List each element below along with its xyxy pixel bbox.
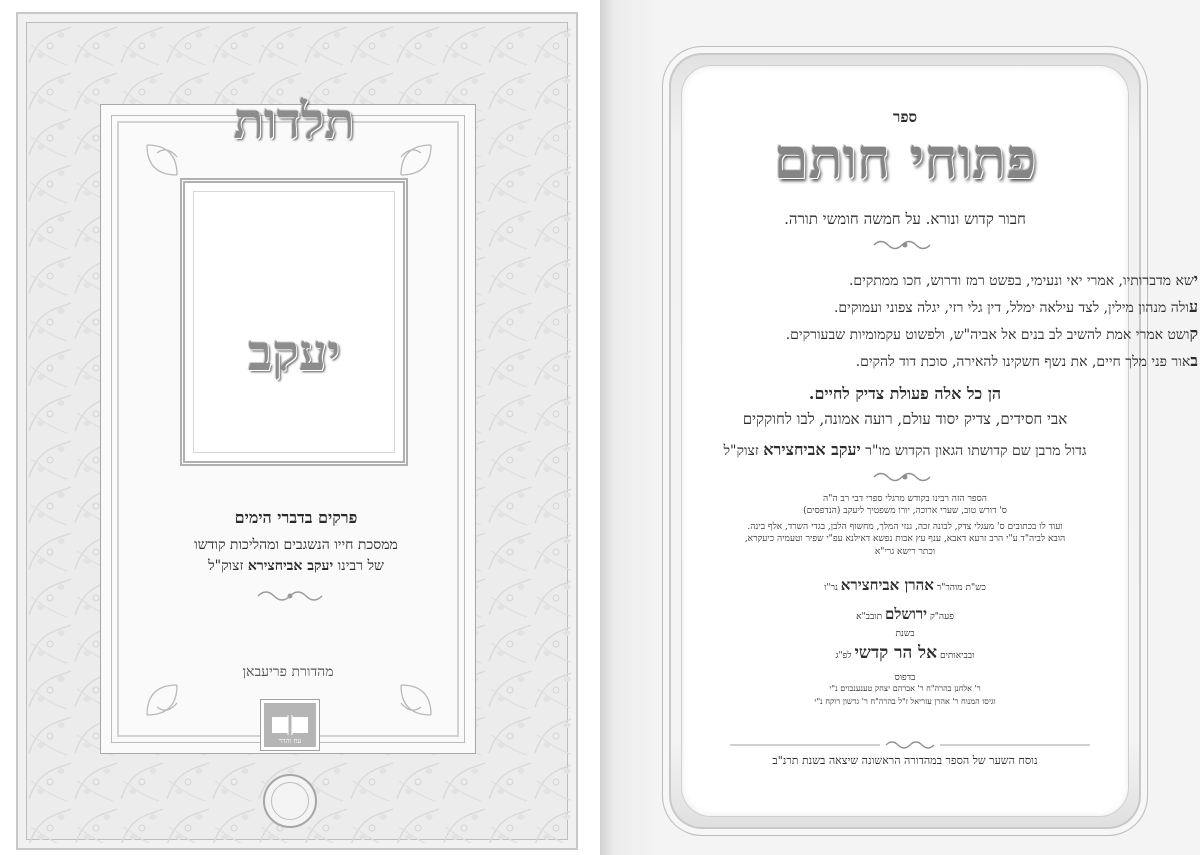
publisher-suffix: נר"ו [824,583,838,593]
publisher-logo [261,700,319,750]
book-title: פתוחי חותם [773,126,1037,192]
praise-line: אבי חסידים, צדיק יסוד עולם, רועה אמונה, לבו לחוקקים [742,410,1068,428]
rhyme-initial: ק [1189,324,1198,343]
open-book-icon [264,707,316,739]
flourish-divider-icon [256,588,324,604]
small-text-line-1: הספר הזה רבינו בקודש מרגלי ספרי דבי רב ה"ה [823,494,987,504]
author-line [656,440,1154,460]
city-prefix: פעה"ק [929,612,954,622]
print-label: בדפוס [894,673,916,683]
publisher-name: אהרן אביחצירא [840,576,934,594]
footer-note: נוסח השער של הספר במהדורה הראשונה שיצאה בשנת תרנ"ב [772,754,1038,767]
publisher-line [662,576,1148,595]
rhyme-text: ולה מנהון מילין, לצד עילאה ימלל, דין גלי רזי, יגלה צפוני ועמוקים. [833,300,1189,316]
cover-edition-label: מהדורת פריעבאן [242,664,334,680]
publisher-seal-icon [263,774,317,828]
city-suffix: תובב"א [856,612,883,622]
printer-line-1: ר' אלחנן בהרה"ח ר' אברהם יצחק טענענבוים נ"י [829,684,981,693]
flourish-divider-icon [872,470,938,484]
rhyme-line-2 [682,297,1198,317]
rhyme-line-4 [682,351,1198,371]
cover-rabbi-suffix: זצוק"ל [208,558,244,574]
author-name: יעקב אביחצירא [763,440,861,459]
small-text-line-2: ס' דורש טוב, שערי ארוכה, יורו משפטיך ליעקב (הנדפסים) [803,506,1007,516]
footer-divider-icon [730,738,1090,752]
publisher-logo-text: עוז והדר [278,737,302,745]
right-title-page [600,0,1200,855]
book-subtitle: חבור קדוש ונורא. על חמשה חומשי תורה. [784,210,1026,228]
rhyme-line-3 [682,324,1198,344]
title-box-border [193,191,395,453]
cover-rabbi-prefix: של רבינו [337,558,384,574]
rhyme-line-1 [682,270,1198,290]
city-name: ירושלם [884,605,928,623]
year-suffix: לפ"ג [835,651,852,661]
lead-line: הן כל אלה פעולת צדיק לחיים. [808,384,1002,403]
rhyme-text: שא מדברותיו, אמרי יאי ונעימי, בפשט רמז ודרוש, חכו ממתקים. [848,273,1194,289]
rhyme-initial: ע [1188,297,1198,316]
sefer-label: ספר [892,108,918,126]
cover-title-line-1: תלדות [233,91,355,150]
year-prefix: ובביאותים [939,651,975,661]
cover-description-line-2 [118,558,474,575]
seal-inner-ring [271,782,309,820]
cover-rabbi-name: יעקב אביחצירא [247,558,334,574]
rhyme-initial: ב [1190,351,1198,370]
rhyme-text: ושט אמרי אמת להשיב לב בנים אל אביה"ש, ולפשוט עקמומיות שבעורקים. [785,327,1190,343]
rhyme-text: אור פני מלך חיים, את נשף חשקינו להאירה, סוכת דוד להקים. [855,354,1191,370]
author-suffix: זצוק"ל [723,443,759,459]
cover-title-line-2: יעקב [247,323,341,382]
publisher-prefix: כש"ת מוהר"ר [936,583,986,593]
cover-subtitle: פרקים בדברי הימים [234,508,358,527]
printer-line-2: וגיסו המנוח ר' אהרן עזריאל ז"ל בהרה"ח ר' גרשון רוקח נ"י [814,697,996,706]
author-prefix: גדול מרבן שם קדושתו הגאון הקדוש מו"ר [865,443,1087,459]
flourish-divider-icon [872,238,938,252]
year-line [662,643,1148,663]
cover-description-line-1: ממסכת חייו הנשגבים ומהליכות קודשו [194,537,398,553]
year-label: בשנת [895,629,915,639]
small-text-line-5: וכתר רישא גרי"א [874,547,936,557]
city-line [662,605,1148,624]
rhyme-initial: י [1193,270,1198,289]
year-words: אל הר קדשי [854,643,938,663]
small-text-line-3: ועוד לו בכתובים ס' מעגלי צדק, לבונה זכה, גנזי המלך, מחשוף הלבן, בגדי השרד, אלף בינה. [747,522,1063,532]
small-text-line-4: הובא לביה"ד ע"י הרב זרעא דאבא, ענף עץ אבות נפשא דאילנא עפ"י שפיר וטעמיה כיעקרא, [744,534,1066,544]
cover-title-box [180,178,408,466]
